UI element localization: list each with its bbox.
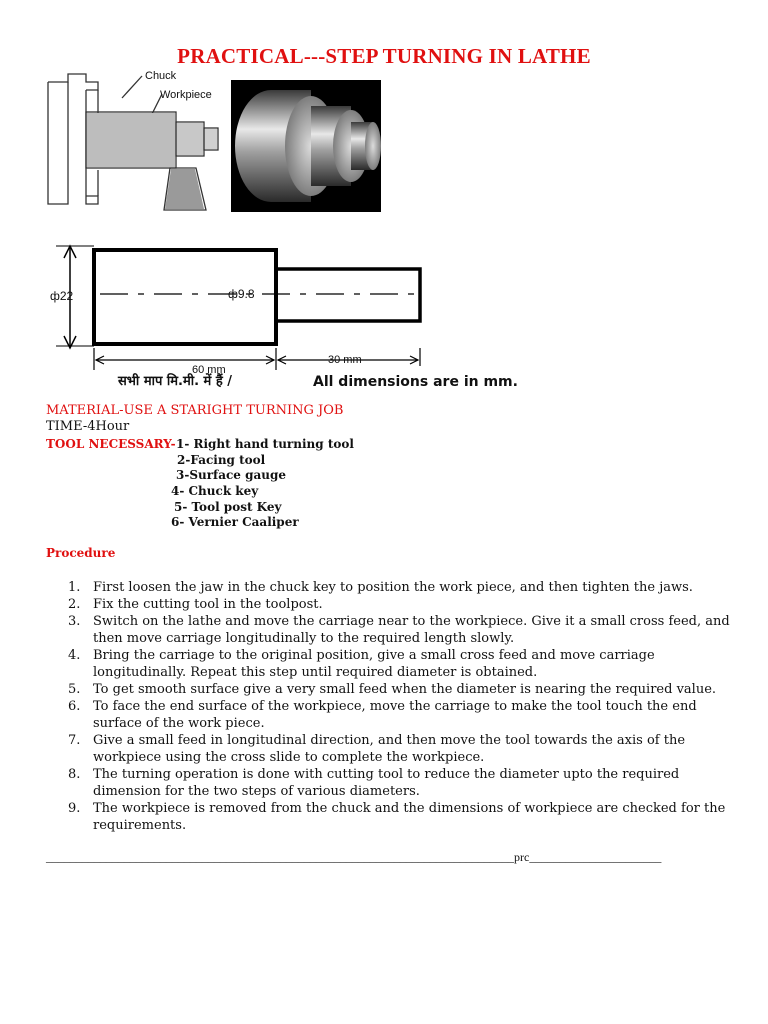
chuck-label: Chuck [145,70,177,82]
page-title: PRACTICAL---STEP TURNING IN LATHE [177,44,591,68]
procedure-step [46,681,736,698]
step-number: 4. [68,648,81,663]
step-number: 8. [68,767,81,782]
tool-item-5: 5- Tool post Key [174,500,282,514]
step-text: The workpiece is removed from the chuck and the dimensions of workpiece are checked for the requirements. [93,801,726,833]
step-text: The turning operation is done with cutting tool to reduce the diameter upto the required dimension for the two steps of various diameters. [93,767,680,799]
footer-rule-left: ______________________________________________________________________________ [46,850,514,864]
dimension-drawing [46,236,446,376]
tool-item-3: 3-Surface gauge [176,468,287,482]
tool-item-1: 1- Right hand turning tool [176,437,354,451]
footer-rule-right: ______________________ [529,850,662,864]
footer-line [46,850,661,865]
footer-label: prc [514,850,530,864]
step-number: 5. [68,682,81,697]
procedure-step [46,579,736,596]
procedure-step [46,732,736,766]
step-number: 6. [68,699,81,714]
procedure-step [46,596,736,613]
step-text: Give a small feed in longitudinal direction, and then move the tool towards the axis of the workpiece using the cross slide to complete the workpiece. [93,733,686,765]
procedure-step [46,613,736,647]
procedure-list [46,579,736,834]
procedure-step [46,698,736,732]
step-text: To get smooth surface give a very small feed when the diameter is nearing the required value. [93,682,717,697]
step-text: Switch on the lathe and move the carriage near to the workpiece. Give it a small cross feed, and then move carriage longitudinally to the required length slowly. [93,614,730,646]
dimension-note-english: All dimensions are in mm. [313,374,518,390]
step-number: 7. [68,733,81,748]
step-number: 9. [68,801,81,816]
procedure-step [46,647,736,681]
workpiece-label: Workpiece [160,89,212,101]
step-text: Bring the carriage to the original position, give a small cross feed and move carriage longitudinally. Repeat this step until required diameter is obtained. [93,648,655,680]
dimension-note-hindi: सभी माप मि.मी. में हैं / [118,374,233,389]
step-number: 2. [68,597,81,612]
tool-item-6: 6- Vernier Caaliper [171,515,299,529]
diameter-22-label: ф22 [50,289,74,303]
step-text: First loosen the jaw in the chuck key to position the work piece, and then tighten the jaws. [93,580,693,595]
step-text: Fix the cutting tool in the toolpost. [93,597,323,612]
stepped-shaft-image [231,80,381,212]
material-line: MATERIAL-USE A STARIGHT TURNING JOB [46,403,344,418]
tool-item-2: 2-Facing tool [177,453,266,467]
step-number: 1. [68,580,81,595]
procedure-heading: Procedure [46,546,116,560]
length-30-label: 30 mm [328,354,362,366]
step-number: 3. [68,614,81,629]
length-60-label: 60 mm [192,364,226,376]
diameter-9-8-label: ф9.8 [228,287,255,301]
tools-label: TOOL NECESSARY- [46,437,176,451]
procedure-step [46,800,736,834]
procedure-step [46,766,736,800]
step-text: To face the end surface of the workpiece, move the carriage to make the tool touch the end surface of the work piece. [93,699,697,731]
tool-item-4: 4- Chuck key [171,484,259,498]
time-line: TIME-4Hour [46,419,130,434]
